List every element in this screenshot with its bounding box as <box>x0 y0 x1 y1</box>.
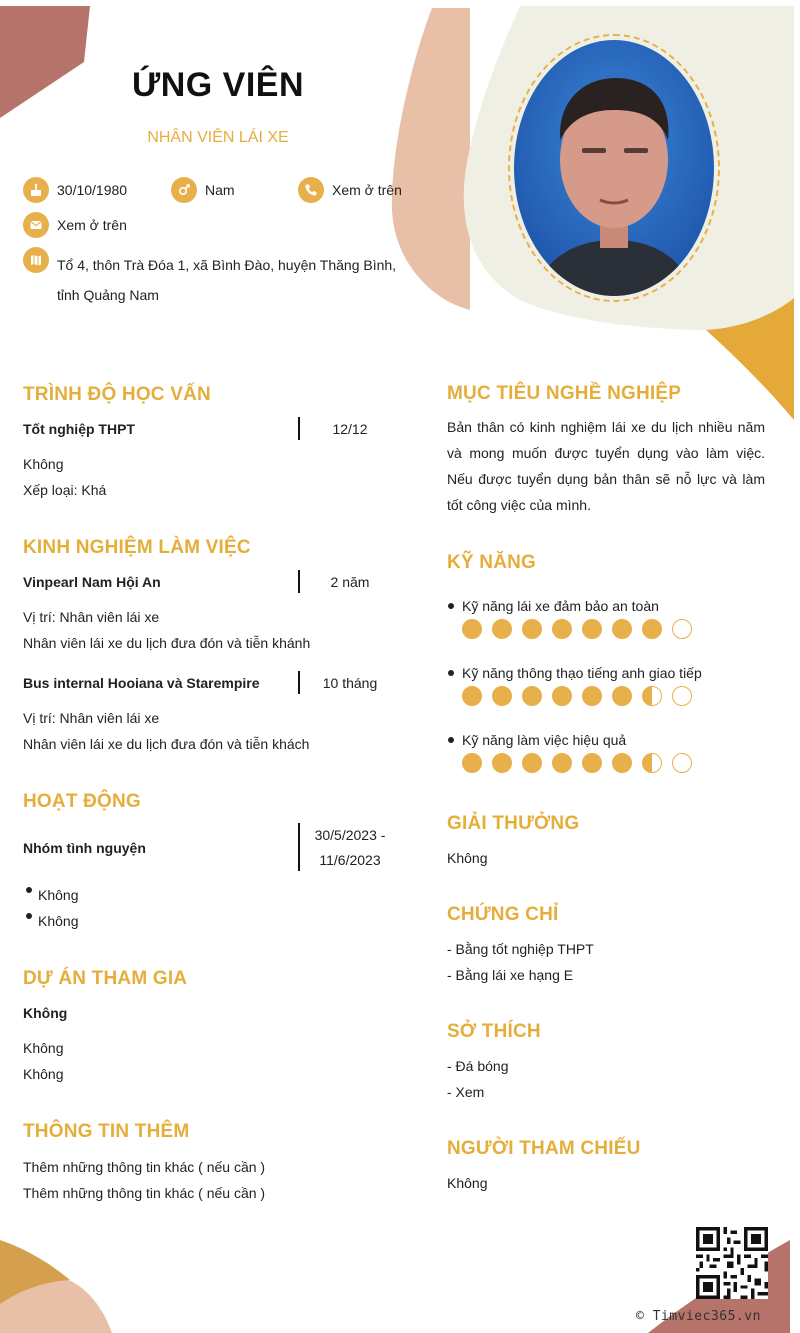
skill-dot <box>612 619 632 639</box>
experience-company-1: Vinpearl Nam Hội An <box>23 574 161 590</box>
skill-dot <box>552 686 572 706</box>
awards-text: Không <box>447 850 488 866</box>
skill-dot <box>672 753 692 773</box>
phone-item <box>298 177 402 203</box>
skill-dot <box>492 619 512 639</box>
skill-dot <box>582 753 602 773</box>
email-text: Xem ở trên <box>57 217 127 233</box>
skill-dot <box>612 753 632 773</box>
activities-org: Nhóm tình nguyện <box>23 840 146 856</box>
projects-line-1: Không <box>23 1040 64 1056</box>
skill-dot <box>522 753 542 773</box>
qr-code-icon <box>696 1227 768 1299</box>
activities-period-2: 11/6/2023 <box>319 852 381 868</box>
skill-bullet-2 <box>448 670 454 676</box>
skill-dot <box>612 686 632 706</box>
education-school: Tốt nghiệp THPT <box>23 421 135 437</box>
address-line-1: Tổ 4, thôn Trà Đóa 1, xã Bình Đào, huyện Thăng Bình, <box>57 257 397 273</box>
address <box>57 250 417 310</box>
education-title: TRÌNH ĐỘ HỌC VẤN <box>23 384 211 405</box>
activities-bullet-2 <box>26 913 32 919</box>
awards-title: GIẢI THƯỞNG <box>447 813 580 834</box>
experience-position-1: Vị trí: Nhân viên lái xe <box>23 609 160 625</box>
experience-position-2: Vị trí: Nhân viên lái xe <box>23 710 160 726</box>
job-title: NHÂN VIÊN LÁI XE <box>147 129 289 146</box>
skill-dot <box>672 686 692 706</box>
skill-dot <box>492 753 512 773</box>
skill-dot <box>642 686 662 706</box>
skill-dot <box>462 619 482 639</box>
education-line-2: Xếp loại: Khá <box>23 482 107 498</box>
skill-dot <box>522 619 542 639</box>
extra-title: THÔNG TIN THÊM <box>23 1121 190 1142</box>
references-title: NGƯỜI THAM CHIẾU <box>447 1138 641 1159</box>
experience-desc-2: Nhân viên lái xe du lịch đưa đón và tiễn khách <box>23 736 310 752</box>
experience-title: KINH NGHIỆM LÀM VIỆC <box>23 537 251 558</box>
projects-name: Không <box>23 1005 68 1021</box>
gender-text: Nam <box>205 182 235 198</box>
certificates-title: CHỨNG CHỈ <box>447 904 559 925</box>
experience-desc-1: Nhân viên lái xe du lịch đưa đón và tiễn khánh <box>23 635 311 651</box>
skill-label-3: Kỹ năng làm việc hiệu quả <box>462 732 627 748</box>
skill-rating-3 <box>462 753 692 773</box>
projects-line-2: Không <box>23 1066 64 1082</box>
gender-icon <box>171 177 197 203</box>
skill-rating-2 <box>462 686 692 706</box>
activities-period-1: 30/5/2023 - <box>314 827 386 843</box>
skill-dot <box>642 619 662 639</box>
skill-dot <box>582 619 602 639</box>
extra-line-2: Thêm những thông tin khác ( nếu cần ) <box>23 1185 266 1201</box>
objective-title: MỤC TIÊU NGHỀ NGHIỆP <box>447 383 682 404</box>
birthday-cake-icon <box>23 177 49 203</box>
birthday-text: 30/10/1980 <box>57 182 128 198</box>
avatar <box>514 40 714 296</box>
skills-title: KỸ NĂNG <box>447 552 537 573</box>
skill-dot <box>582 686 602 706</box>
email-item <box>23 212 127 238</box>
skill-dot <box>672 619 692 639</box>
skill-dot <box>462 753 482 773</box>
skill-bullet-1 <box>448 603 454 609</box>
map-icon <box>23 247 49 273</box>
projects-title: DỰ ÁN THAM GIA <box>23 968 188 989</box>
certificates-line-1: - Bằng tốt nghiệp THPT <box>447 941 594 957</box>
education-period: 12/12 <box>332 421 368 437</box>
education-divider <box>298 417 300 440</box>
experience-period-1: 2 năm <box>330 574 370 590</box>
skill-dot <box>492 686 512 706</box>
activities-item-2: Không <box>38 913 79 929</box>
certificates-line-2: - Bằng lái xe hạng E <box>447 967 574 983</box>
gender-item <box>171 177 235 203</box>
footer-copyright: © Timviec365.vn <box>636 1309 761 1324</box>
activities-title: HOẠT ĐỘNG <box>23 791 141 812</box>
skill-dot <box>552 619 572 639</box>
experience-divider-1 <box>298 570 300 593</box>
activities-item-1: Không <box>38 887 79 903</box>
education-line-1: Không <box>23 456 64 472</box>
skill-dot <box>642 753 662 773</box>
references-text: Không <box>447 1175 488 1191</box>
experience-period-2: 10 tháng <box>322 675 378 691</box>
skill-dot <box>552 753 572 773</box>
skill-label-1: Kỹ năng lái xe đảm bảo an toàn <box>462 598 659 614</box>
skill-dot <box>462 686 482 706</box>
birthday-item <box>23 177 127 203</box>
skill-dot <box>522 686 542 706</box>
extra-line-1: Thêm những thông tin khác ( nếu cần ) <box>23 1159 266 1175</box>
skill-label-2: Kỹ năng thông thạo tiếng anh giao tiếp <box>462 665 702 681</box>
phone-text: Xem ở trên <box>332 182 402 198</box>
hobbies-line-2: - Xem <box>447 1084 485 1100</box>
activities-bullet-1 <box>26 887 32 893</box>
experience-divider-2 <box>298 671 300 694</box>
skill-rating-1 <box>462 619 692 639</box>
email-icon <box>23 212 49 238</box>
experience-company-2: Bus internal Hooiana và Starempire <box>23 675 260 691</box>
candidate-name: ỨNG VIÊN <box>131 66 304 104</box>
hobbies-title: SỞ THÍCH <box>447 1021 541 1042</box>
address-icon-wrap <box>23 247 57 273</box>
skill-bullet-3 <box>448 737 454 743</box>
phone-icon <box>298 177 324 203</box>
address-line-2: tỉnh Quảng Nam <box>57 287 159 303</box>
hobbies-line-1: - Đá bóng <box>447 1058 509 1074</box>
objective-text: Bản thân có kinh nghiệm lái xe du lịch nhiều năm và mong muốn được tuyển dụng vào làm việc. Nếu được tuyển dụng bản thân sẽ nỗ lực và làm tốt công việc của mình. <box>447 419 765 513</box>
avatar-frame <box>508 34 720 302</box>
